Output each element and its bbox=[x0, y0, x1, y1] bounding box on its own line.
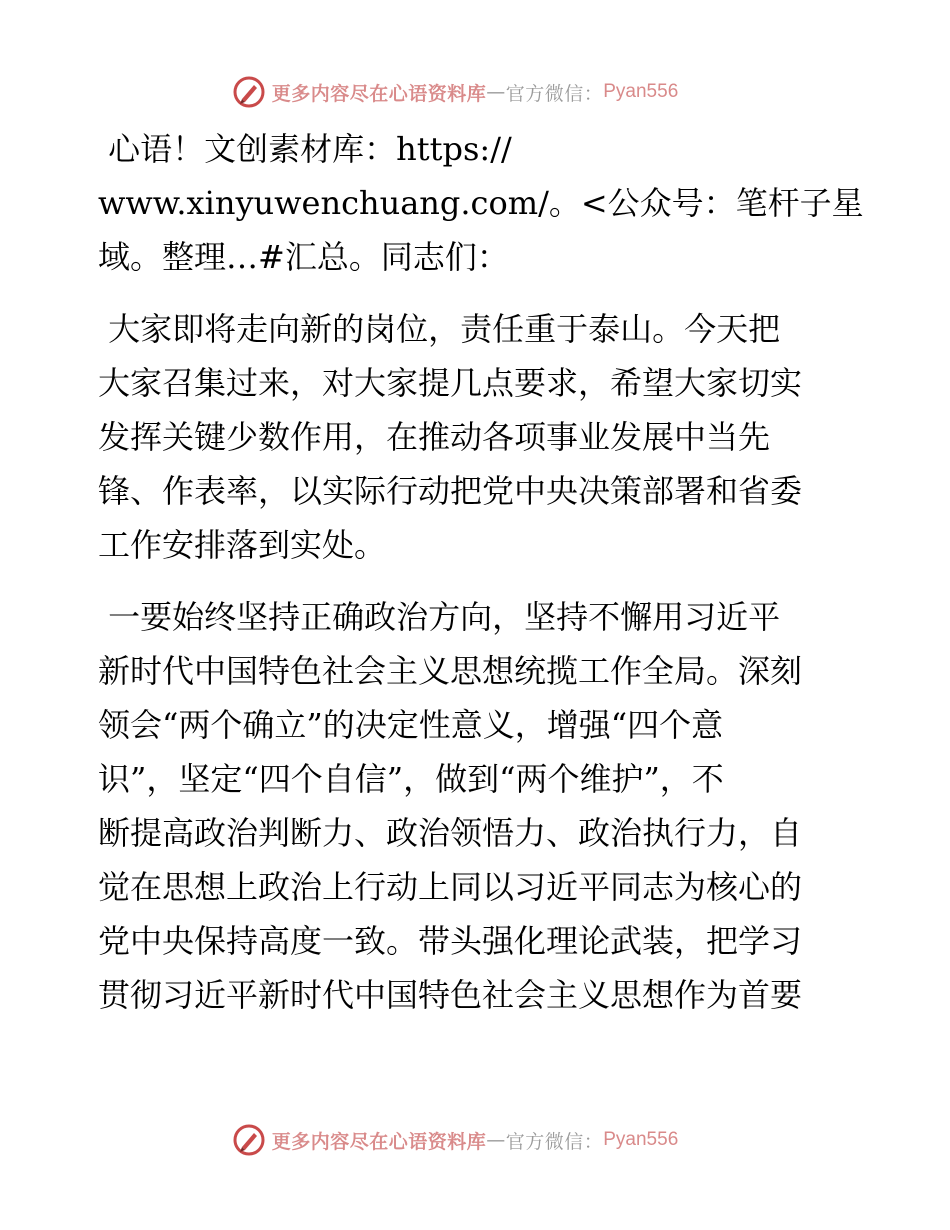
paragraph bbox=[98, 302, 858, 572]
pen-logo-icon bbox=[232, 1123, 266, 1157]
text-line: 心语！文创素材库：https:// bbox=[98, 130, 512, 168]
text-line: 发挥关键少数作用，在推动各项事业发展中当先 bbox=[98, 418, 771, 456]
document-body bbox=[98, 122, 864, 1022]
paragraph bbox=[98, 590, 858, 1022]
text-line: 新时代中国特色社会主义思想统揽工作全局。深刻 bbox=[98, 652, 803, 690]
watermark-wechat-id: Pyan556 bbox=[603, 81, 679, 102]
watermark-separator: — bbox=[486, 1129, 506, 1151]
text-line: 领会“两个确立”的决定性意义，增强“四个意 bbox=[98, 706, 724, 744]
text-line: 大家即将走向新的岗位，责任重于泰山。今天把 bbox=[98, 310, 781, 348]
footer-watermark bbox=[0, 1120, 950, 1160]
watermark-brand-text: 更多内容尽在心语资料库 bbox=[271, 82, 487, 105]
header-watermark bbox=[0, 72, 950, 112]
text-line: 识”，坚定“四个自信”，做到“两个维护”，不 bbox=[98, 760, 724, 798]
text-line: 贯彻习近平新时代中国特色社会主义思想作为首要 bbox=[98, 976, 803, 1014]
text-line: 锋、作表率，以实际行动把党中央决策部署和省委 bbox=[98, 472, 803, 510]
paragraph bbox=[98, 122, 864, 284]
text-line: 觉在思想上政治上行动上同以习近平同志为核心的 bbox=[98, 868, 803, 906]
text-line: 断提高政治判断力、政治领悟力、政治执行力，自 bbox=[98, 814, 803, 852]
pen-logo-icon bbox=[232, 75, 266, 109]
text-line: www.xinyuwenchuang.com/。<公众号：笔杆子星 bbox=[98, 184, 864, 222]
text-line: 域。整理…#汇总。同志们： bbox=[98, 238, 509, 276]
watermark-wechat-id: Pyan556 bbox=[603, 1129, 679, 1150]
watermark-brand-text: 更多内容尽在心语资料库 bbox=[271, 1130, 487, 1153]
text-line: 工作安排落到实处。 bbox=[98, 526, 387, 564]
text-line: 一要始终坚持正确政治方向，坚持不懈用习近平 bbox=[98, 598, 781, 636]
watermark-official-text: 官方微信： bbox=[505, 82, 604, 105]
text-line: 大家召集过来，对大家提几点要求，希望大家切实 bbox=[98, 364, 803, 402]
watermark-separator: — bbox=[486, 81, 506, 103]
watermark-official-text: 官方微信： bbox=[505, 1130, 604, 1153]
text-line: 党中央保持高度一致。带头强化理论武装，把学习 bbox=[98, 922, 803, 960]
